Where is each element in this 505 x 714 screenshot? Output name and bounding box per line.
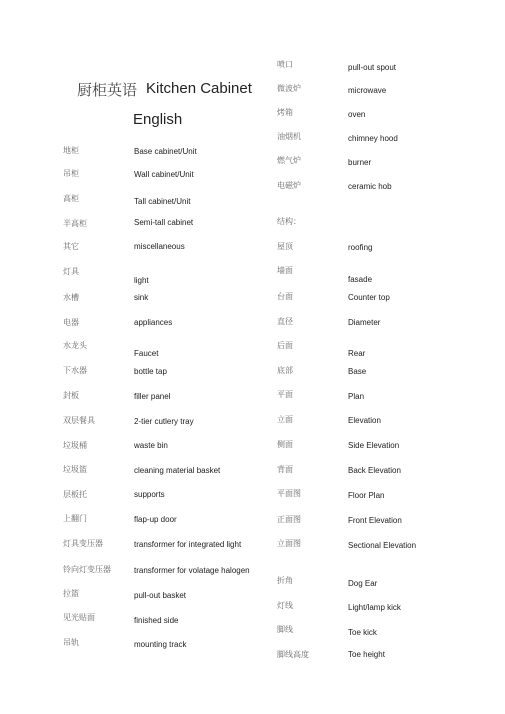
title-english-line1: Kitchen Cabinet	[146, 80, 252, 97]
term-zh: 屋顶	[277, 242, 293, 251]
term-zh: 背面	[277, 465, 293, 474]
term-zh: 灯具	[63, 267, 79, 276]
term-en: transformer for integrated light	[134, 540, 242, 549]
term-en: Elevation	[348, 416, 381, 425]
term-zh: 电磁炉	[277, 181, 301, 190]
term-zh: 后面	[277, 341, 293, 350]
term-zh: 垃圾篮	[63, 465, 87, 474]
term-zh: 吊轨	[63, 638, 79, 647]
term-en: Dog Ear	[348, 579, 378, 588]
term-en: Faucet	[134, 349, 159, 358]
term-en: Diameter	[348, 318, 381, 327]
section-label: 结构：	[277, 217, 301, 226]
term-en: Counter top	[348, 293, 390, 302]
term-zh: 其它	[63, 242, 79, 251]
term-zh: 微波炉	[277, 84, 301, 93]
term-zh: 平面图	[277, 489, 301, 498]
term-en: miscellaneous	[134, 242, 185, 251]
term-en: sink	[134, 293, 149, 302]
term-en: Base	[348, 367, 367, 376]
term-zh: 燃气炉	[277, 156, 301, 165]
term-zh: 半高柜	[63, 219, 87, 228]
term-en: mounting track	[134, 640, 187, 649]
term-zh: 铃向灯变压器	[63, 565, 111, 574]
term-zh: 直径	[277, 317, 293, 326]
term-zh: 喷口	[277, 60, 293, 69]
term-zh: 垃圾桶	[63, 441, 87, 450]
term-zh: 侧面	[277, 440, 293, 449]
term-zh: 墙面	[277, 266, 293, 275]
term-zh: 电器	[63, 318, 79, 327]
term-en: chimney hood	[348, 134, 398, 143]
term-en: pull-out basket	[134, 591, 187, 600]
term-zh: 底部	[277, 366, 293, 375]
term-zh: 立面	[277, 415, 293, 424]
term-zh: 吊柜	[63, 169, 79, 178]
term-zh: 灯线	[277, 601, 293, 610]
term-en: Wall cabinet/Unit	[134, 170, 194, 179]
term-zh: 正面图	[277, 515, 301, 524]
term-en: pull-out spout	[348, 63, 397, 72]
term-zh: 层板托	[63, 490, 87, 499]
term-zh: 双层餐具	[63, 416, 95, 425]
term-en: bottle tap	[134, 367, 167, 376]
term-en: Side Elevation	[348, 441, 400, 450]
term-en: transformer for volatage halogen	[134, 566, 250, 575]
term-en: Sectional Elevation	[348, 541, 417, 550]
term-zh: 烤箱	[277, 108, 293, 117]
term-en: roofing	[348, 243, 373, 252]
term-en: Floor Plan	[348, 491, 385, 500]
term-en: cleaning material basket	[134, 466, 221, 475]
term-en: filler panel	[134, 392, 171, 401]
term-zh: 上翻门	[63, 514, 87, 523]
term-zh: 立面图	[277, 539, 301, 548]
term-en: light	[134, 276, 149, 285]
term-en: burner	[348, 158, 372, 167]
term-zh: 平面	[277, 390, 293, 399]
term-en: Semi-tall cabinet	[134, 218, 194, 227]
term-en: Plan	[348, 392, 365, 401]
term-zh: 脚线高度	[277, 650, 309, 659]
term-en: Rear	[348, 349, 366, 358]
term-en: Base cabinet/Unit	[134, 147, 197, 156]
term-zh: 折角	[277, 576, 293, 585]
term-zh: 拉篮	[63, 589, 79, 598]
term-en: fasade	[348, 275, 373, 284]
term-zh: 高柜	[63, 194, 79, 203]
term-en: finished side	[134, 616, 179, 625]
title-english-line2: English	[133, 111, 183, 128]
term-zh: 油烟机	[277, 132, 301, 141]
term-en: appliances	[134, 318, 173, 327]
term-en: oven	[348, 110, 366, 119]
term-zh: 脚线	[277, 625, 293, 634]
term-en: waste bin	[134, 441, 168, 450]
term-en: Tall cabinet/Unit	[134, 197, 191, 206]
term-en: Front Elevation	[348, 516, 402, 525]
term-zh: 水龙头	[63, 341, 87, 350]
term-en: flap-up door	[134, 515, 177, 524]
term-zh: 地柜	[63, 146, 79, 155]
term-en: Light/lamp kick	[348, 603, 401, 612]
term-zh: 水槽	[63, 293, 79, 302]
term-en: microwave	[348, 86, 387, 95]
term-en: 2-tier cutlery tray	[134, 417, 194, 426]
term-zh: 台面	[277, 292, 293, 301]
term-en: ceramic hob	[348, 182, 392, 191]
term-zh: 灯具变压器	[63, 539, 103, 548]
term-en: Toe height	[348, 650, 385, 659]
term-en: supports	[134, 490, 165, 499]
term-en: Toe kick	[348, 628, 377, 637]
term-zh: 见光贴面	[63, 613, 95, 622]
title-chinese: 厨柜英语	[77, 81, 138, 99]
term-en: Back Elevation	[348, 466, 401, 475]
term-zh: 封板	[63, 391, 79, 400]
term-zh: 下水器	[63, 366, 87, 375]
